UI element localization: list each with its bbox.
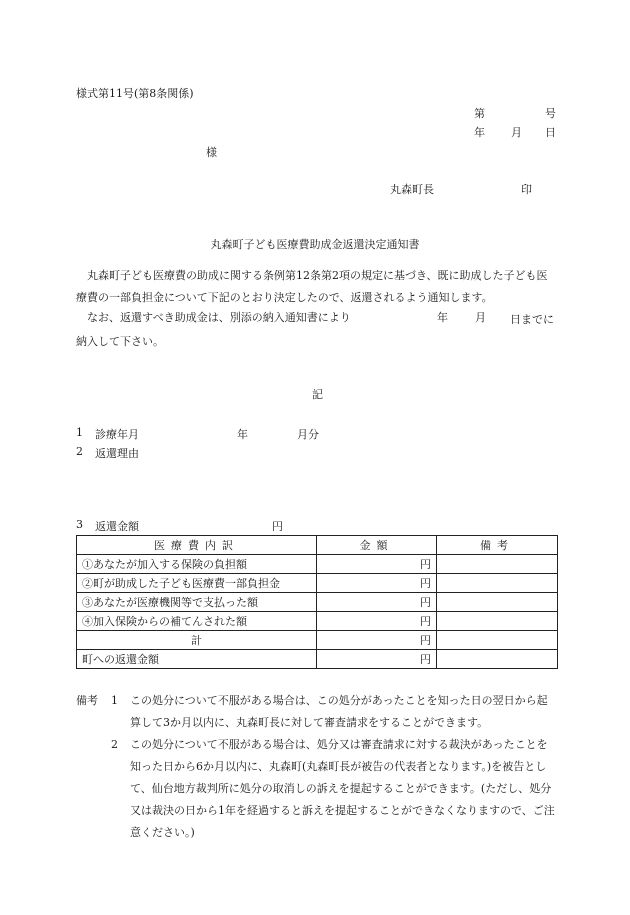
addressee-suffix: 様 (206, 146, 217, 159)
row-remarks (437, 631, 558, 650)
row-label: 計 (77, 631, 317, 650)
table-row (77, 574, 558, 593)
notes-heading: 備考 (76, 694, 98, 707)
row-amount: 円 (317, 555, 437, 574)
row-label: ①あなたが加入する保険の負担額 (77, 555, 317, 574)
item1-month: 月分 (297, 428, 319, 441)
row-label: ③あなたが医療機関等で支払った額 (77, 593, 317, 612)
row-amount: 円 (317, 650, 437, 669)
item1-number: 1 (76, 426, 83, 439)
body-paragraph-2-suffix: 日までに納入して下さい。 (76, 313, 554, 348)
row-label: 町への返還金額 (77, 650, 317, 669)
note-number: 2 (111, 738, 118, 751)
doc-number-prefix: 第 (474, 107, 485, 120)
date-day: 日 (545, 126, 556, 139)
item2-number: 2 (76, 445, 83, 458)
table-row (77, 593, 558, 612)
issuer-name: 丸森町長 (390, 183, 434, 196)
row-remarks (437, 574, 558, 593)
body-paragraph-2-year: 年 (437, 311, 448, 324)
form-number: 様式第11号(第8条関係) (76, 87, 194, 100)
row-amount: 円 (317, 612, 437, 631)
note-text: この処分について不服がある場合は、処分又は審査請求に対する裁決があったことを知った日から6か月以内に、丸森町(丸森町長が被告の代表者となります。)を被告として、仙台地方裁判所に処分の取消しの訴えを提起することができます。(ただし、処分又は裁決の日から1年を経過すると訴えを提起することができなくなりますので、ご注意ください。) (130, 738, 555, 839)
item1-label: 診療年月 (95, 428, 139, 441)
note-item (76, 690, 558, 734)
row-label: ②町が助成した子ども医療費一部負担金 (77, 574, 317, 593)
body-paragraph-1: 丸森町子ども医療費の助成に関する条例第12条第2項の規定に基づき、既に助成した子ども医療費の一部負担金について下記のとおり決定したので、返還されるよう通知します。 (76, 269, 548, 304)
table-row (77, 612, 558, 631)
row-remarks (437, 612, 558, 631)
date-year: 年 (474, 126, 485, 139)
row-remarks (437, 555, 558, 574)
row-amount: 円 (317, 631, 437, 650)
body-paragraph-2-prefix: なお、返還すべき助成金は、別添の納入通知書により (87, 311, 351, 324)
row-amount: 円 (317, 574, 437, 593)
item3-number: 3 (76, 518, 83, 531)
item1-year: 年 (237, 428, 248, 441)
row-label: ④加入保険からの補てんされた額 (77, 612, 317, 631)
body-text (76, 265, 556, 309)
table-header-row (77, 536, 558, 555)
ki-marker: 記 (312, 388, 323, 401)
item3-unit: 円 (272, 520, 283, 533)
notes-section (76, 690, 558, 844)
body-paragraph-2-month: 月 (475, 311, 486, 324)
table-row-return-amount (77, 650, 558, 669)
doc-number-suffix: 号 (545, 107, 556, 120)
note-number: 1 (111, 694, 118, 707)
item2-label: 返還理由 (95, 447, 139, 460)
table-row (77, 555, 558, 574)
header-remarks: 備考 (437, 536, 558, 555)
item3-label: 返還金額 (95, 520, 139, 533)
note-item (76, 734, 558, 844)
document-title: 丸森町子ども医療費助成金返還決定通知書 (210, 238, 420, 251)
row-remarks (437, 650, 558, 669)
header-breakdown: 医療費内訳 (77, 536, 317, 555)
row-remarks (437, 593, 558, 612)
note-text: この処分について不服がある場合は、この処分があったことを知った日の翌日から起算して3か月以内に、丸森町長に対して審査請求をすることができます。 (130, 694, 548, 729)
date-month: 月 (511, 126, 522, 139)
row-amount: 円 (317, 593, 437, 612)
breakdown-table (76, 535, 558, 669)
header-amount: 金額 (317, 536, 437, 555)
seal-mark: 印 (521, 183, 532, 196)
table-row-total (77, 631, 558, 650)
